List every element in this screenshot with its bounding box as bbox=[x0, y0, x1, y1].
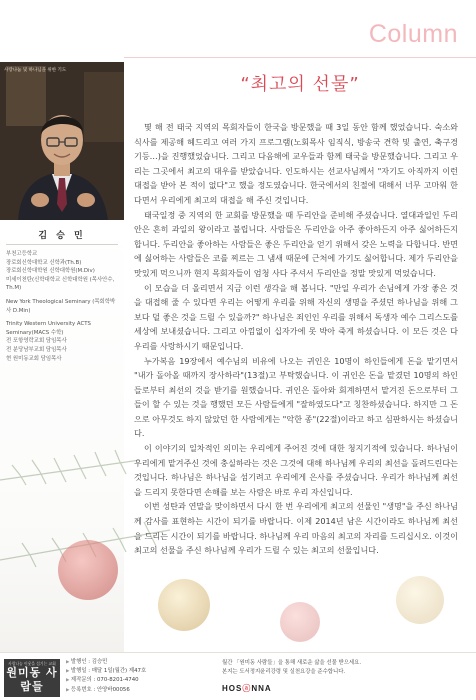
article-paragraph: 태국일정 중 지역의 한 교회를 방문했을 때 두리안을 준비해 주셨습니다. 열대과일인 두리안은 흔히 과일의 왕이라고 불립니다. 사람들은 두리안을 아주 좋아하든지 아주 싫어하든지 합니다. 두리안을 좋아하는 사람들은 좋은 두리안을 얻기 위해서 갖은 노력을 다합니다. 반면에 싫어하는 사람들은 코를 찌르는 그 냄새 때문에 근처에 가기도 싫어합니다. 제가 두리안을 맛있게 먹으니까 현지 목회자들이 엄청 사다 주셔서 두리안을 정말 맛있게 먹었습니다. bbox=[134, 209, 458, 278]
article-title: “최고의 선물” bbox=[240, 74, 360, 95]
ornament-red bbox=[280, 602, 320, 642]
article-paragraph: 이 이야기의 일차적인 의미는 우리에게 주어진 것에 대한 청지기적에 있습니다. 하나님이 우리에게 맡겨주신 것에 충실하라는 것은 그것에 대해 하나님께 우리의 최선을 돌려드린다는 것입니다. 하나님은 하나님을 섬기려고 우리에게 은사를 주셨습니다. 우리가 하나님께 최선을 드리지 못한다면 손해를 보는 사람은 바로 우리 자신입니다. bbox=[134, 443, 458, 497]
bio-line: 장로회신학대학원 신학대학원(M.Div) bbox=[6, 268, 95, 275]
publisher-line: ▶ 발행인 : 김승민 bbox=[66, 658, 146, 667]
author-name: 김 승 민 bbox=[38, 231, 86, 241]
footer-notice bbox=[222, 659, 472, 677]
photo-caption: 사랑나눔 및 하나님을 위한 기도 bbox=[4, 68, 67, 73]
bio-line: Trinity Western University ACTS Seminary(MACS 수학) bbox=[6, 321, 91, 336]
logo-tagline: 사랑나눔 이웃을 섬기는 교회 bbox=[8, 661, 56, 666]
author-sidebar bbox=[0, 220, 124, 652]
publication-info bbox=[66, 658, 146, 695]
author-bio bbox=[6, 250, 120, 363]
published-line: ▶ 발행일 : 매달 1일(월간) 제47호 bbox=[66, 667, 146, 676]
logo-name: 원미동 사람들 bbox=[6, 666, 58, 693]
ornament-gold bbox=[158, 579, 210, 631]
bio-line: New York Theological Seminary (목회학박사 D.Min) bbox=[6, 298, 116, 314]
article-body bbox=[134, 120, 458, 558]
bio-line: 부천고등학교 bbox=[6, 251, 38, 257]
brand-text-end: NNA bbox=[251, 684, 272, 693]
brand-text-mark: ⓐ bbox=[242, 684, 252, 693]
bio-line: 전 포항영락교회 담임목사 bbox=[6, 338, 67, 345]
registration-line: ▶ 등록번호 : 안양바00056 bbox=[66, 686, 146, 695]
article-paragraph: 몇 해 전 태국 지역의 목회자들이 한국을 방문했을 때 3일 동안 함께 했었습니다. 숙소와 식사를 제공해 헤드리고 여러 가지 프로그램(노회목사 임직식, 방송국 견학 및 출연, 축구경기등…)을 진행했었습니다. 그리고 다음해에 교우들과 함께 태국을 방문했습니다. 그리고 우리는 그곳에서 최고의 대우를 받았습니다. 인도하시는 선교사님께서 "자기도 아직까지 이런 대접을 받아 본 적이 없다"고 했을 정도였습니다. 한국에서의 친절에 대해서 너무 고마워 한다면서 우리에게 최고의 대접을 해 주신 것입니다. bbox=[134, 122, 458, 205]
footer bbox=[0, 652, 476, 700]
author-photo bbox=[0, 62, 124, 220]
header-band bbox=[0, 0, 476, 62]
article-paragraph: 이번 성탄과 연말을 맞이하면서 다시 한 번 우리에게 최고의 선물인 "생명"을 주신 하나님께 감사를 표현하는 시간이 되기를 바랍니다. 이제 2014년 남은 시간이라도 하나님께 최선을 드리는 시간이 되기를 바랍니다. 하나님께 우리 마음의 최고의 자리를 드리십시오. 이것이 최고의 선물을 주신 하나님께 우리가 드릴 수 있는 최고의 선물입니다. bbox=[134, 501, 458, 556]
header-divider bbox=[124, 57, 476, 58]
section-label: Column bbox=[368, 20, 458, 48]
bio-line: 장로회신학대학교 신학과(Th.B) bbox=[6, 259, 82, 266]
bio-line: 미세이천탄(신학대학교 신학대학원 (목사안수, Th.M) bbox=[6, 276, 115, 292]
bio-line: 전 분당남부교회 담임목사 bbox=[6, 346, 67, 353]
ornament-gold bbox=[396, 576, 444, 624]
bio-line: 현 원미동교회 담임목사 bbox=[6, 355, 62, 362]
article-paragraph: 이 모습을 더 올리면서 지금 이런 생각을 해 봅니다. "만일 우리가 손님에게 가장 좋은 것을 대접해 줄 수 있다면 우리는 어떻게 우리를 위해 자신의 생명을 주셨던 하나님을 위해 그보다 덜 좋은 것을 드릴 수 있을까?" 하나님은 죄인인 우리를 위해서 독생자 예수 그리스도를 세상에 보내셨습니다. 그리고 아낌없이 십자가에 못 박아 죽게 하셨습니다. 이 모든 것은 다 우리를 사랑하시기 때문입니다. bbox=[134, 282, 458, 351]
author-name-divider bbox=[6, 244, 118, 245]
phone-line: ▶ 제작문의 : 070-8201-4740 bbox=[66, 676, 146, 685]
notice-line: 월간 「원미동 사람들」을 통해 새로운 삶을 선물 받으세요. bbox=[222, 660, 362, 666]
magazine-logo bbox=[4, 659, 60, 697]
brand-logo bbox=[222, 683, 272, 694]
author-photo-illustration bbox=[0, 62, 124, 220]
article-paragraph: 누가복음 19장에서 예수님의 비유에 나오는 귀인은 10명이 하인들에게 돈을 맡기면서 "내가 돌아올 때까지 장사하라"(13절)고 부탁했습니다. 이 귀인은 돈을 맡겼던 10명의 하인들로부터 최선의 것을 받기를 원했습니다. 귀인은 돌아와 회계하면서 맡겨진 돈으로부터 그들이 할 수 있는 것을 행했던 모든 사람들에게 "잘하였도다"고 칭찬하셨습니다. 하지만 그 돈으로 아무것도 하지 않았던 한 사람에게는 "악한 종"(22절)이라고 하고 심판하시는 하셨습니다. bbox=[134, 355, 458, 439]
brand-text-start: HOS bbox=[222, 684, 243, 693]
notice-line: 본지는 도서정지윤리강령 및 실천요강을 준수합니다. bbox=[222, 669, 346, 675]
